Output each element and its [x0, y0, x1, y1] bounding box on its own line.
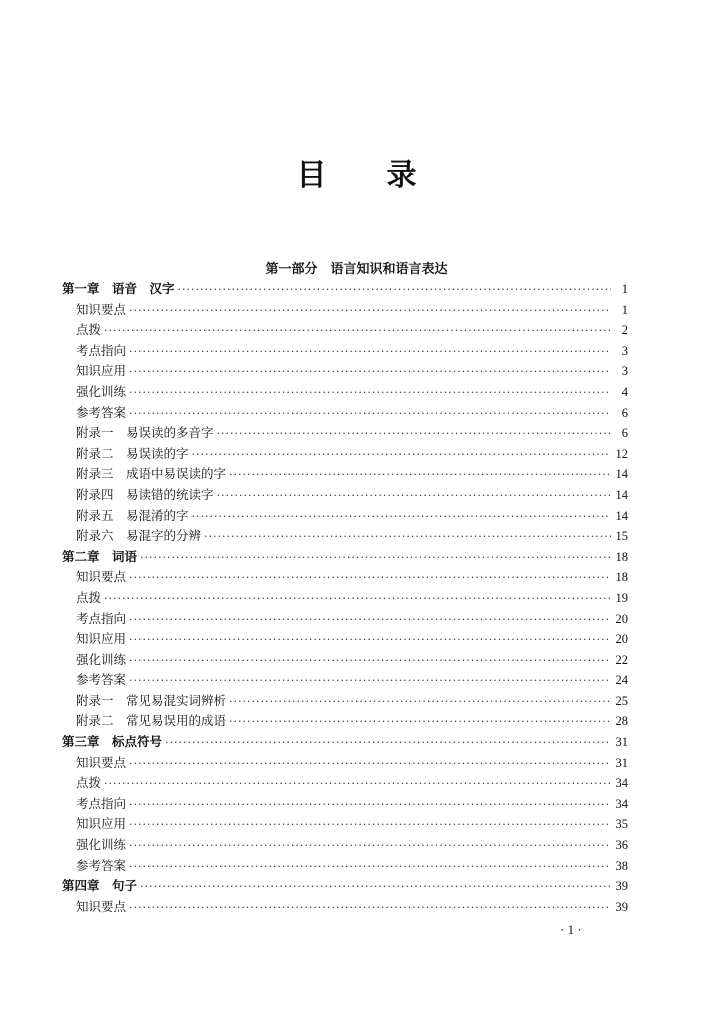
dot-leader — [140, 877, 611, 898]
toc-entry-page: 14 — [615, 487, 628, 502]
page-number: · 1 · — [560, 922, 582, 937]
toc-section-entry[interactable] — [62, 835, 628, 856]
toc-entry-page: 36 — [615, 838, 628, 853]
toc-entry-page: 22 — [615, 652, 628, 667]
toc-section-entry[interactable] — [62, 361, 628, 382]
toc-chapter-entry[interactable] — [62, 547, 628, 568]
dot-leader — [229, 465, 611, 486]
toc-section-entry[interactable] — [62, 567, 628, 588]
toc-entry-page: 3 — [621, 364, 628, 379]
toc-entry-label: 点拨 — [76, 322, 102, 338]
toc-entry-page: 19 — [615, 590, 628, 605]
toc-section-entry[interactable] — [62, 485, 628, 506]
toc-section-entry[interactable] — [62, 341, 628, 362]
table-of-contents — [62, 279, 628, 917]
dot-leader — [129, 301, 611, 322]
toc-entry-page: 3 — [621, 343, 628, 358]
toc-entry-label: 参考答案 — [76, 857, 127, 873]
toc-entry-label: 第四章 句子 — [62, 878, 138, 894]
toc-entry-page: 15 — [615, 529, 628, 544]
toc-entry-page: 6 — [621, 405, 628, 420]
toc-section-entry[interactable] — [62, 670, 628, 691]
toc-section-entry[interactable] — [62, 403, 628, 424]
dot-leader — [129, 754, 611, 775]
toc-section-entry[interactable] — [62, 794, 628, 815]
toc-entry-label: 第三章 标点符号 — [62, 734, 163, 750]
toc-entry-label: 附录二 易误读的字 — [76, 445, 189, 461]
toc-entry-page: 34 — [615, 776, 628, 791]
toc-entry-page: 2 — [621, 323, 628, 338]
toc-section-entry[interactable] — [62, 464, 628, 485]
toc-entry-page: 12 — [615, 446, 628, 461]
toc-entry-label: 参考答案 — [76, 404, 127, 420]
toc-entry-page: 34 — [615, 796, 628, 811]
toc-section-entry[interactable] — [62, 444, 628, 465]
toc-entry-page: 28 — [615, 714, 628, 729]
dot-leader — [129, 630, 611, 651]
dot-leader — [165, 733, 611, 754]
dot-leader — [192, 445, 611, 466]
toc-entry-label: 知识应用 — [76, 816, 127, 832]
dot-leader — [178, 280, 611, 301]
page-title — [0, 150, 713, 194]
toc-section-entry[interactable] — [62, 773, 628, 794]
toc-section-entry[interactable] — [62, 300, 628, 321]
toc-entry-label: 点拨 — [76, 589, 102, 605]
toc-entry-label: 知识要点 — [76, 898, 127, 914]
toc-entry-label: 参考答案 — [76, 672, 127, 688]
dot-leader — [104, 589, 611, 610]
toc-chapter-entry[interactable] — [62, 279, 628, 300]
toc-section-entry[interactable] — [62, 711, 628, 732]
dot-leader — [129, 342, 611, 363]
toc-entry-label: 知识要点 — [76, 569, 127, 585]
toc-entry-page: 39 — [615, 879, 628, 894]
toc-entry-page: 31 — [615, 735, 628, 750]
toc-entry-page: 6 — [621, 426, 628, 441]
toc-entry-page: 1 — [621, 302, 628, 317]
dot-leader — [104, 321, 611, 342]
toc-entry-label: 附录四 易读错的统读字 — [76, 486, 214, 502]
toc-section-entry[interactable] — [62, 897, 628, 918]
toc-entry-label: 第二章 词语 — [62, 548, 138, 564]
dot-leader — [104, 774, 611, 795]
part-heading: 第一部分 语言知识和语言表达 — [265, 262, 448, 277]
toc-entry-label: 附录一 常见易混实词辨析 — [76, 692, 227, 708]
toc-entry-page: 31 — [615, 755, 628, 770]
toc-entry-label: 知识应用 — [76, 631, 127, 647]
dot-leader — [140, 548, 611, 569]
toc-entry-label: 知识应用 — [76, 363, 127, 379]
toc-entry-page: 35 — [615, 817, 628, 832]
dot-leader — [129, 898, 611, 919]
toc-entry-label: 第一章 语音 汉字 — [62, 281, 175, 296]
toc-entry-page: 18 — [615, 549, 628, 564]
toc-section-entry[interactable] — [62, 650, 628, 671]
dot-leader — [229, 692, 611, 713]
toc-chapter-entry[interactable] — [62, 876, 628, 897]
toc-entry-page: 20 — [615, 611, 628, 626]
toc-section-entry[interactable] — [62, 382, 628, 403]
dot-leader — [129, 795, 611, 816]
toc-entry-label: 知识要点 — [76, 301, 127, 317]
dot-leader — [192, 507, 611, 528]
toc-entry-label: 附录二 常见易误用的成语 — [76, 713, 227, 729]
dot-leader — [229, 712, 611, 733]
toc-entry-label: 附录一 易误读的多音字 — [76, 425, 214, 441]
dot-leader — [217, 486, 611, 507]
toc-entry-page: 25 — [615, 693, 628, 708]
dot-leader — [129, 404, 611, 425]
toc-entry-label: 附录五 易混淆的字 — [76, 507, 189, 523]
dot-leader — [129, 671, 611, 692]
toc-entry-page: 14 — [615, 508, 628, 523]
toc-entry-page: 39 — [615, 899, 628, 914]
toc-section-entry[interactable] — [62, 320, 628, 341]
toc-entry-page: 38 — [615, 858, 628, 873]
toc-entry-label: 点拨 — [76, 775, 102, 791]
dot-leader — [129, 568, 611, 589]
dot-leader — [129, 815, 611, 836]
dot-leader — [129, 651, 611, 672]
toc-entry-label: 考点指向 — [76, 342, 127, 358]
toc-entry-label: 附录三 成语中易误读的字 — [76, 466, 227, 482]
title-char-1: 目 — [296, 158, 327, 193]
toc-chapter-entry[interactable] — [62, 732, 628, 753]
toc-section-entry[interactable] — [62, 506, 628, 527]
dot-leader — [129, 857, 611, 878]
dot-leader — [129, 836, 611, 857]
toc-section-entry[interactable] — [62, 691, 628, 712]
dot-leader — [129, 610, 611, 631]
toc-section-entry[interactable] — [62, 588, 628, 609]
toc-entry-label: 附录六 易混字的分辨 — [76, 528, 202, 544]
toc-entry-page: 18 — [615, 570, 628, 585]
toc-section-entry[interactable] — [62, 856, 628, 877]
toc-entry-page: 20 — [615, 632, 628, 647]
toc-section-entry[interactable] — [62, 526, 628, 547]
toc-section-entry[interactable] — [62, 629, 628, 650]
dot-leader — [129, 383, 611, 404]
toc-section-entry[interactable] — [62, 814, 628, 835]
toc-entry-label: 强化训练 — [76, 383, 127, 399]
toc-entry-page: 1 — [621, 282, 628, 296]
toc-section-entry[interactable] — [62, 609, 628, 630]
dot-leader — [204, 527, 611, 548]
toc-entry-page: 4 — [621, 384, 628, 399]
toc-entry-label: 知识要点 — [76, 754, 127, 770]
toc-section-entry[interactable] — [62, 423, 628, 444]
toc-entry-label: 强化训练 — [76, 837, 127, 853]
toc-entry-label: 强化训练 — [76, 651, 127, 667]
dot-leader — [129, 362, 611, 383]
toc-entry-label: 考点指向 — [76, 795, 127, 811]
toc-entry-page: 24 — [615, 673, 628, 688]
toc-entry-label: 考点指向 — [76, 610, 127, 626]
toc-entry-page: 14 — [615, 467, 628, 482]
toc-section-entry[interactable] — [62, 753, 628, 774]
title-char-2: 录 — [386, 158, 417, 193]
dot-leader — [217, 424, 611, 445]
